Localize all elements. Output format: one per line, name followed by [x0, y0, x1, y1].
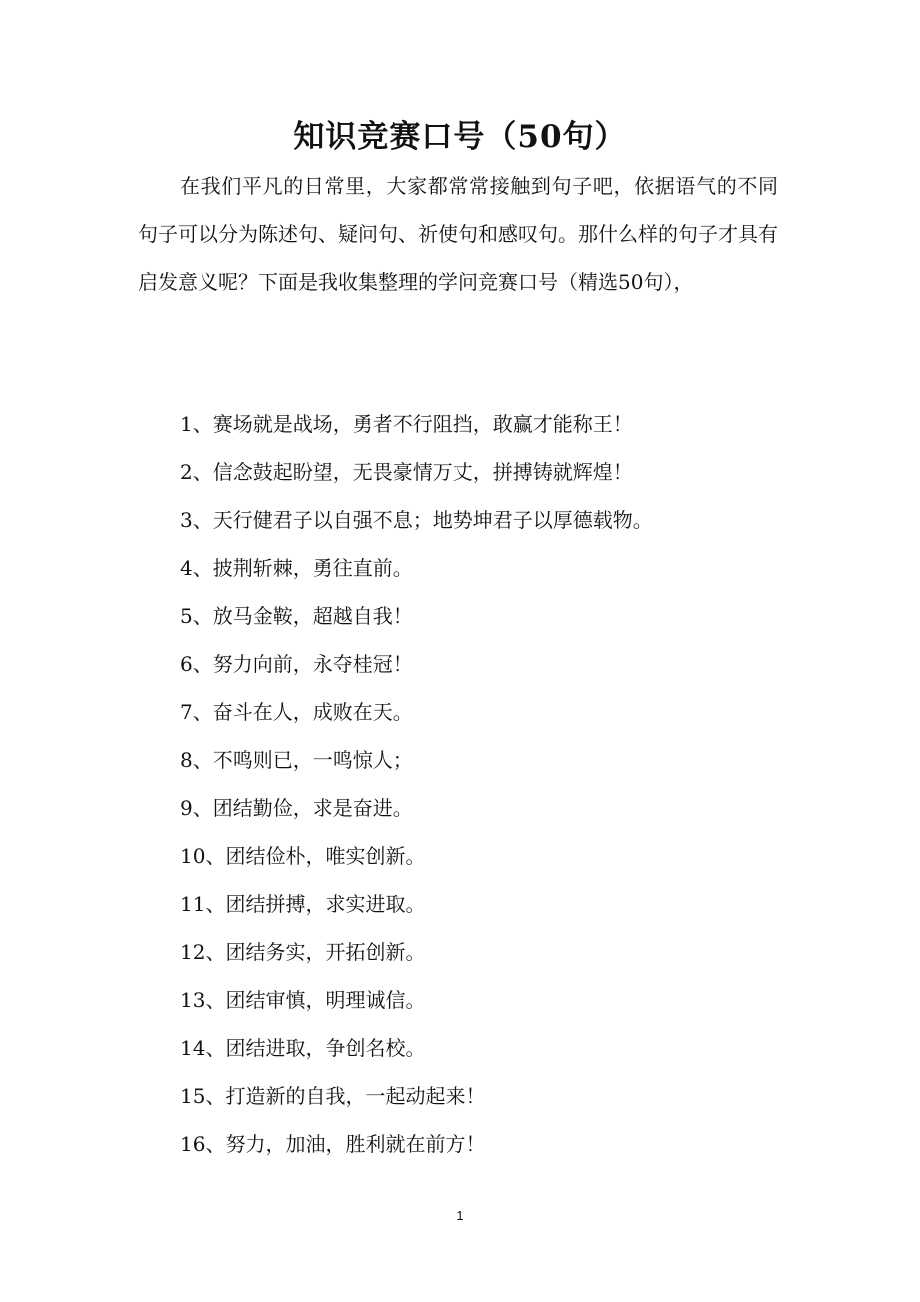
slogan-item: 7、奋斗在人，成败在天。: [180, 700, 413, 724]
slogan-item: 8、不鸣则已，一鸣惊人；: [180, 748, 413, 772]
slogan-item: 14、团结进取，争创名校。: [180, 1036, 426, 1060]
slogan-item: 9、团结勤俭，求是奋进。: [180, 796, 413, 820]
slogan-item: 15、打造新的自我，一起动起来！: [180, 1084, 486, 1108]
intro-paragraph: 在我们平凡的日常里，大家都常常接触到句子吧，依据语气的不同句子可以分为陈述句、疑问句、祈使句和感叹句。那什么样的句子才具有启发意义呢？下面是我收集整理的学问竞赛口号（精选50句），: [138, 174, 778, 294]
slogan-item: 10、团结俭朴，唯实创新。: [180, 844, 426, 868]
slogan-item: 2、信念鼓起盼望，无畏豪情万丈，拼搏铸就辉煌！: [180, 460, 633, 484]
slogan-item: 12、团结务实，开拓创新。: [180, 940, 426, 964]
page-number: 1: [456, 1208, 464, 1223]
slogan-item: 16、努力，加油，胜利就在前方！: [180, 1132, 486, 1156]
slogan-item: 6、努力向前，永夺桂冠！: [180, 652, 413, 676]
slogan-list: [180, 400, 780, 1168]
slogan-item: 13、团结审慎，明理诚信。: [180, 988, 426, 1012]
slogan-item: 4、披荆斩棘，勇往直前。: [180, 556, 413, 580]
document-title: 知识竞赛口号（50句）: [293, 119, 627, 155]
slogan-item: 11、团结拼搏，求实进取。: [180, 892, 426, 916]
slogan-item: 5、放马金鞍，超越自我！: [180, 604, 413, 628]
slogan-item: 3、天行健君子以自强不息；地势坤君子以厚德载物。: [180, 508, 653, 532]
slogan-item: 1、赛场就是战场，勇者不行阻挡，敢赢才能称王！: [180, 412, 633, 436]
